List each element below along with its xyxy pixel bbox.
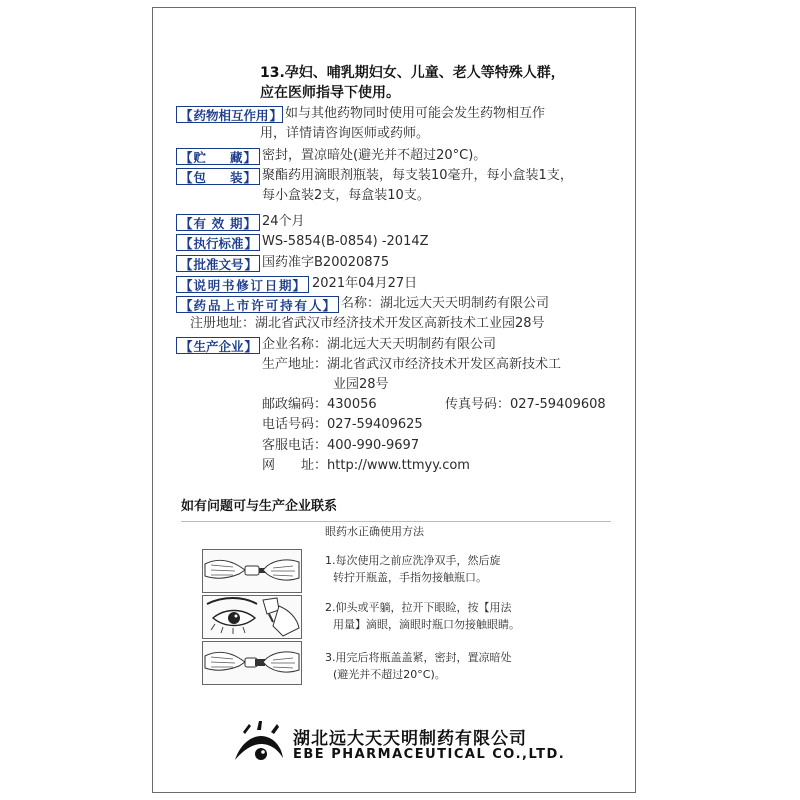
step1-line1: 1.每次使用之前应洗净双手，然后旋 bbox=[325, 554, 501, 567]
package-label: 【 包装 】 bbox=[176, 168, 260, 185]
manufacturer-label: 【 生产企业 】 bbox=[176, 337, 260, 354]
leaflet-page bbox=[152, 7, 636, 793]
interaction-line2: 用，详情请咨询医师或药师。 bbox=[260, 126, 430, 141]
interaction-label: 【 药物相互作用 】 bbox=[176, 106, 283, 123]
validity-value: 24个月 bbox=[262, 214, 305, 229]
company-name-en: EBE PHARMACEUTICAL CO.,LTD. bbox=[293, 747, 566, 762]
holder-label: 【 药品上市许可持有人 】 bbox=[176, 296, 339, 313]
validity-label: 【 有效期 】 bbox=[176, 214, 260, 231]
standard-value: WS-5854(B-0854) -2014Z bbox=[262, 234, 429, 249]
hands-opening-bottle-icon bbox=[203, 550, 301, 592]
interaction-line1: 如与其他药物同时使用可能会发生药物相互作 bbox=[285, 106, 546, 121]
step2-line1: 2.仰头或平躺，拉开下眼睑，按【用法 bbox=[325, 601, 512, 614]
special-groups-line2: 应在医师指导下使用。 bbox=[260, 85, 400, 101]
approval-label: 【 批准文号 】 bbox=[176, 255, 260, 272]
storage-value: 密封，置凉暗处(避光并不超过20°C)。 bbox=[262, 148, 487, 163]
website-url: http://www.ttmyy.com bbox=[327, 458, 470, 473]
company-name-cn: 湖北远大天天明制药有限公司 bbox=[293, 729, 527, 749]
package-line2: 每小盒装2支，每盒装10支。 bbox=[262, 188, 430, 203]
step3-line1: 3.用完后将瓶盖盖紧，密封，置凉暗处 bbox=[325, 651, 512, 664]
divider bbox=[181, 521, 611, 522]
manufacturer-postal: 邮政编码：430056 bbox=[262, 397, 377, 412]
manufacturer-fax: 传真号码：027-59409608 bbox=[445, 397, 606, 412]
eye-drop-icon bbox=[203, 596, 301, 638]
special-groups-line1: 13.孕妇、哺乳期妇女、儿童、老人等特殊人群， bbox=[260, 65, 565, 81]
standard-label: 【 执行标准 】 bbox=[176, 234, 260, 251]
step1-line2: 转拧开瓶盖，手指勿接触瓶口。 bbox=[333, 571, 487, 584]
step3-illustration bbox=[202, 641, 302, 685]
manufacturer-phone: 电话号码：027-59409625 bbox=[262, 417, 423, 432]
storage-label: 【 贮藏 】 bbox=[176, 148, 260, 165]
manufacturer-address-line1: 生产地址：湖北省武汉市经济技术开发区高新技术工 bbox=[262, 357, 562, 372]
step2-illustration bbox=[202, 595, 302, 639]
website-label: 网 址： bbox=[262, 458, 328, 473]
revision-value: 2021年04月27日 bbox=[312, 276, 418, 291]
manufacturer-name: 企业名称：湖北远大天天明制药有限公司 bbox=[262, 337, 497, 352]
step3-line2: (避光并不超过20°C)。 bbox=[333, 668, 446, 681]
contact-note: 如有问题可与生产企业联系 bbox=[181, 499, 338, 514]
holder-address: 注册地址：湖北省武汉市经济技术开发区高新技术工业园28号 bbox=[190, 316, 545, 331]
step1-illustration bbox=[202, 549, 302, 593]
package-line1: 聚酯药用滴眼剂瓶装，每支装10毫升，每小盒装1支， bbox=[262, 168, 573, 183]
revision-label: 【 说明书修订日期 】 bbox=[176, 276, 309, 293]
company-eye-logo-icon bbox=[231, 720, 287, 764]
manufacturer-website bbox=[262, 457, 470, 475]
holder-name: 名称：湖北远大天天明制药有限公司 bbox=[341, 296, 550, 311]
step2-line2: 用量】滴眼，滴眼时瓶口勿接触眼睛。 bbox=[333, 618, 520, 631]
manufacturer-address-line2: 业园28号 bbox=[333, 377, 389, 392]
manufacturer-service: 客服电话：400-990-9697 bbox=[262, 438, 420, 453]
approval-value: 国药准字B20020875 bbox=[262, 255, 390, 270]
hands-closing-bottle-icon bbox=[203, 642, 301, 684]
usage-title: 眼药水正确使用方法 bbox=[325, 525, 424, 538]
